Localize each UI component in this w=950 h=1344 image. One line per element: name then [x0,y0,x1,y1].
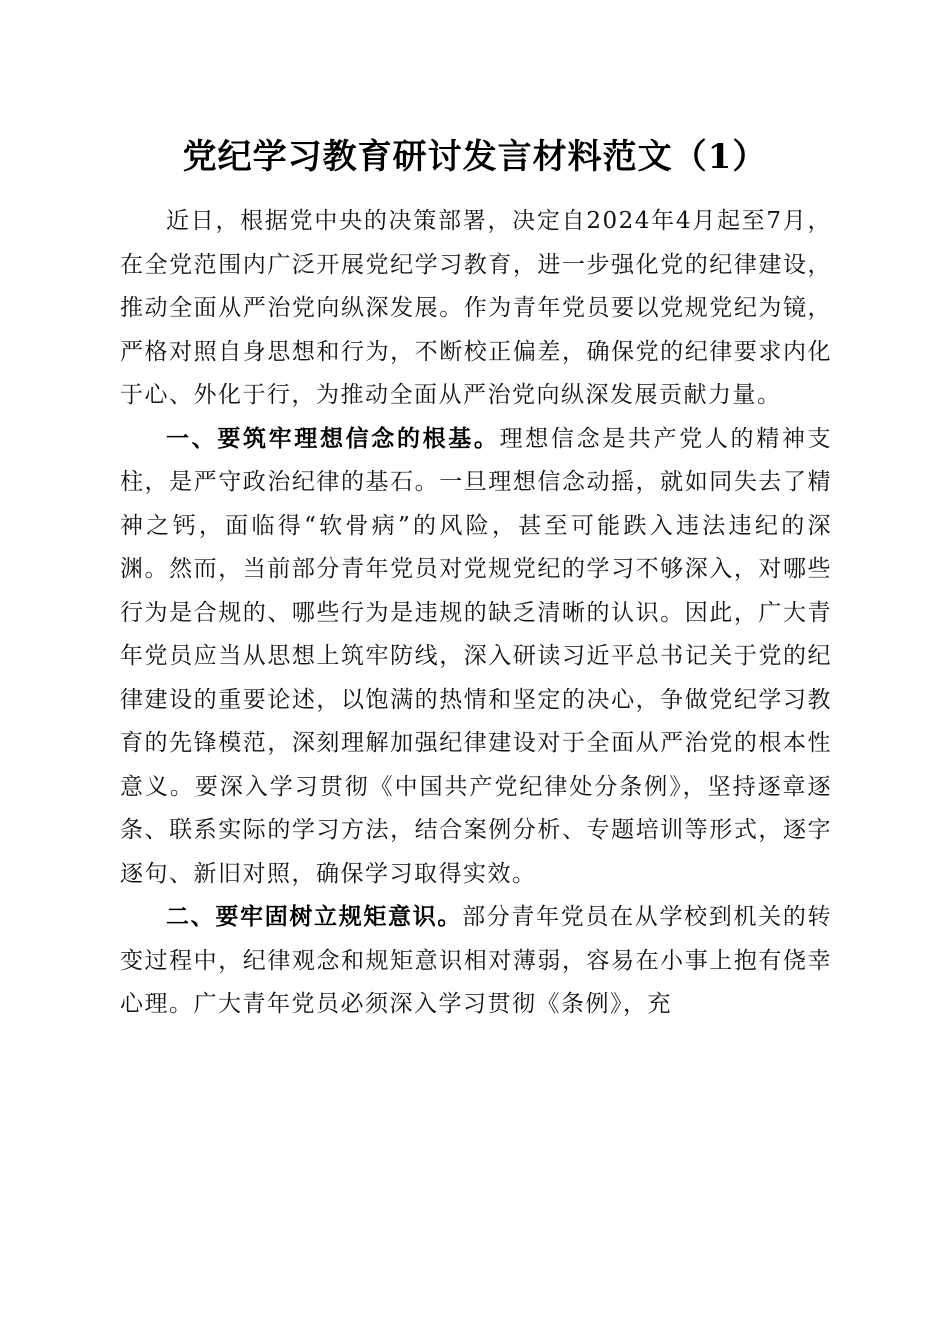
document-body [120,200,832,1027]
paragraph-text: 部分青年党员在从学校到机关的转变过程中，纪律观念和规矩意识相对薄弱，容易在小事上抱有侥幸心理。广大青年党员必须深入学习贯彻《条例》，充 [120,904,833,1017]
paragraph-text: 近日，根据党中央的决策部署，决定自2024年4月起至7月，在全党范围内广泛开展党纪学习教育，进一步强化党的纪律建设，推动全面从严治党向纵深发展。作为青年党员要以党规党纪为镜，严格对照自身思想和行为，不断校正偏差，确保党的纪律要求内化于心、外化于行，为推动全面从严治党向纵深发展贡献力量。 [120,208,832,408]
section-two-paragraph [120,896,832,1027]
section-one-heading: 一、要筑牢理想信念的根基。 [166,425,500,452]
intro-paragraph [120,200,832,418]
section-two-heading: 二、要牢固树立规矩意识。 [166,904,463,930]
paragraph-text: 理想信念是共产党人的精神支柱，是严守政治纪律的基石。一旦理想信念动摇，就如同失去了精神之钙，面临得“软骨病”的风险，甚至可能跌入违法违纪的深渊。然而，当前部分青年党员对党规党纪的学习不够深入，对哪些行为是合规的、哪些行为是违规的缺乏清晰的认识。因此，广大青年党员应当从思想上筑牢防线，深入研读习近平总书记关于党的纪律建设的重要论述，以饱满的热情和坚定的决心，争做党纪学习教育的先锋模范，深刻理解加强纪律建设对于全面从严治党的根本性意义。要深入学习贯彻《中国共产党纪律处分条例》，坚持逐章逐条、联系实际的学习方法，结合案例分析、专题培训等形式，逐字逐句、新旧对照，确保学习取得实效。 [120,425,833,887]
document-title: 党纪学习教育研讨发言材料范文（1） [182,137,768,177]
section-one-paragraph [120,418,832,897]
